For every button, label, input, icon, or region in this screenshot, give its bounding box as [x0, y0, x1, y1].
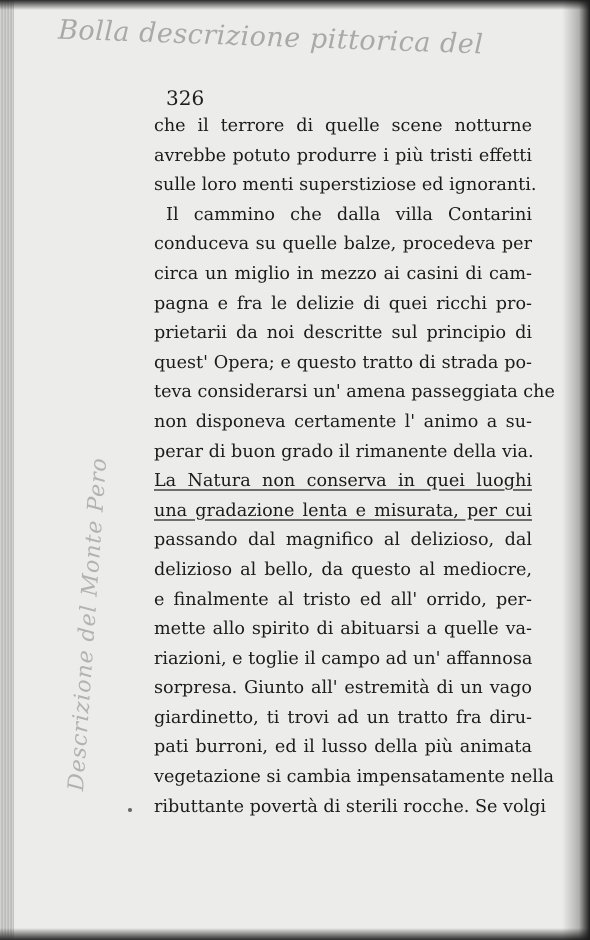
text-line: giardinetto, ti trovi ad un tratto fra diru- [154, 707, 532, 728]
paragraph-start-line: Il cammino che dalla villa Contarini [166, 204, 532, 225]
scan-shadow-right [562, 0, 590, 940]
text-line: che il terrore di quelle scene notturne [154, 116, 532, 136]
handwritten-annotation-margin: Descrizione del Monte Pero [64, 456, 113, 792]
text-line: passando dal magnifico al delizioso, dal [154, 530, 532, 551]
text-line: sulle loro menti superstiziose ed ignoranti. [154, 175, 537, 196]
text-line: pagna e fra le delizie di quei ricchi pro- [154, 293, 532, 314]
body-text [154, 112, 555, 822]
underlined-text-line: una gradazione lenta e misurata, per cui [154, 500, 532, 521]
page-number: 326 [166, 86, 205, 110]
text-line: quest' Opera; e questo tratto di strada po- [154, 352, 532, 373]
text-line: ributtante povertà di sterili rocche. Se volgi [154, 796, 547, 817]
text-line: riazioni, e toglie il campo ad un' affannosa [154, 648, 533, 669]
text-line: delizioso al bello, da questo al mediocre, [154, 559, 532, 580]
text-line: vegetazione si cambia impensatamente nella [154, 767, 555, 788]
text-line: pati burroni, ed il lusso della più animata [154, 737, 532, 758]
text-line: sorpresa. Giunto all' estremità di un vago [154, 678, 532, 699]
handwritten-annotation-top: Bolla descrizione pittorica del [57, 14, 484, 61]
text-line: non disponeva certamente l' animo a su- [154, 411, 532, 432]
text-line: avrebbe potuto produrre i più tristi effetti [154, 145, 532, 166]
text-line: prietarii da noi descritte sul principio di [154, 323, 532, 344]
text-line: circa un miglio in mezzo ai casini di cam- [154, 263, 532, 284]
scan-shadow-top [0, 0, 590, 10]
text-line: perar di buon grado il rimanente della via. [154, 441, 534, 462]
page-stack-edge [0, 0, 14, 940]
scan-shadow-bottom [0, 928, 590, 940]
text-line: mette allo spirito di abituarsi a quelle va- [154, 619, 532, 640]
text-line: conduceva su quelle balze, procedeva per [154, 234, 532, 255]
ink-smudge [128, 808, 132, 812]
text-line: teva considerarsi un' amena passeggiata che [154, 382, 555, 403]
underlined-text-line: La Natura non conserva in quei luoghi [154, 471, 532, 492]
text-line: e finalmente al tristo ed all' orrido, per- [154, 589, 532, 610]
